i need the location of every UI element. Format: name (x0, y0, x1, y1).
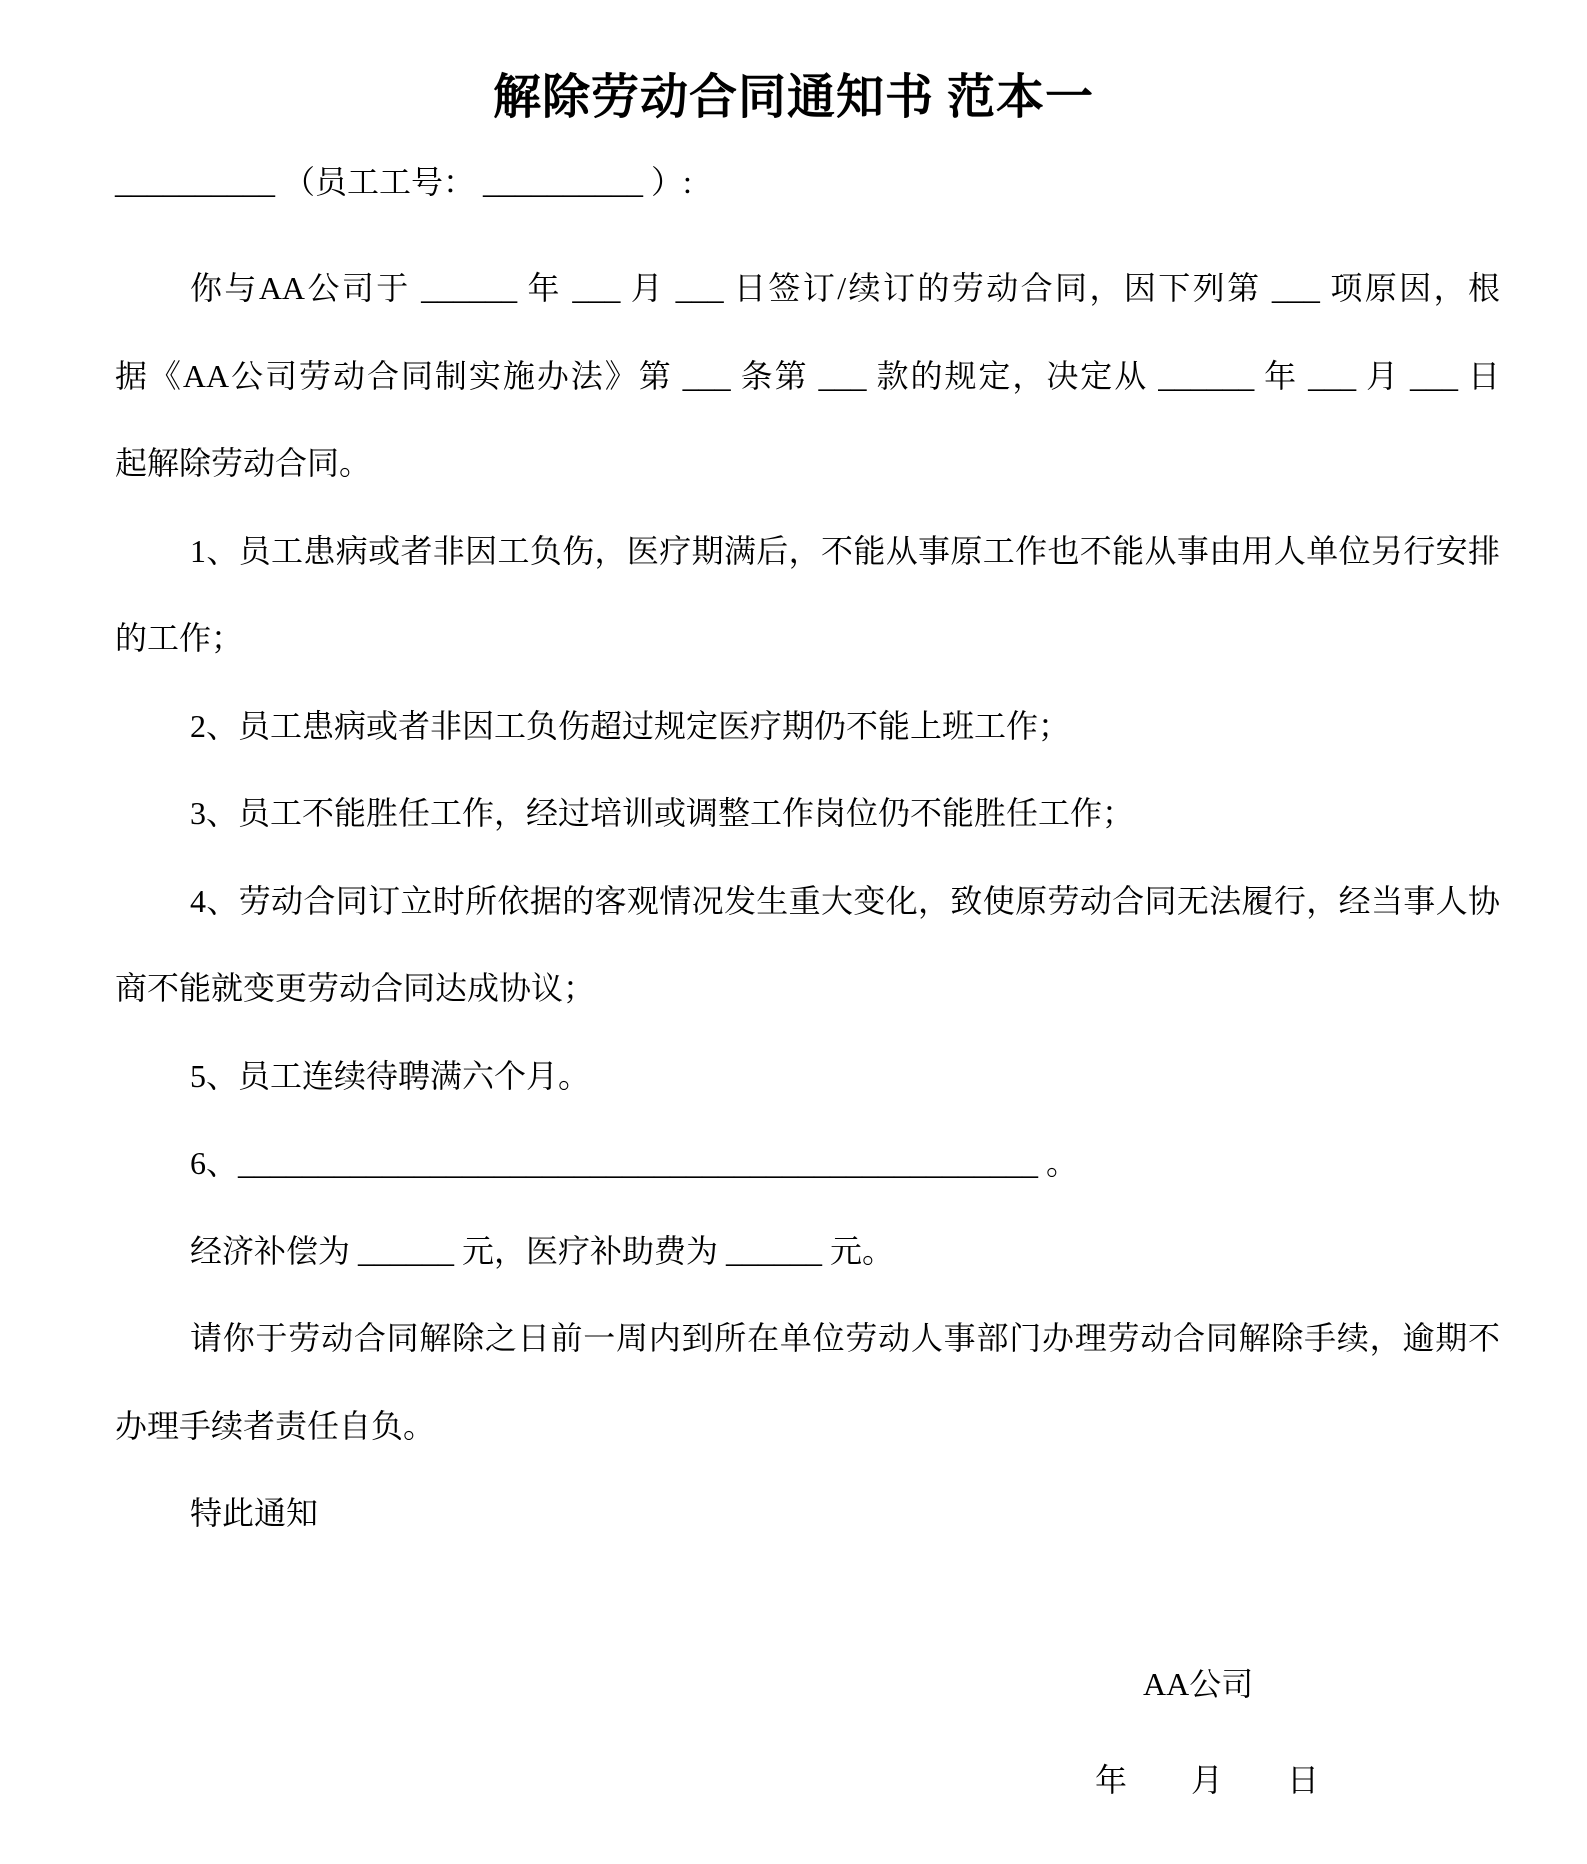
procedure-line-2: 办理手续者责任自负。 (115, 1408, 436, 1444)
reason-5-line: 5、员工连续待聘满六个月。 (190, 1058, 591, 1094)
reason-3-line: 3、员工不能胜任工作，经过培训或调整工作岗位仍不能胜任工作； (190, 795, 1135, 831)
notice-line: 特此通知 (190, 1495, 319, 1531)
company-signature: AA公司 (1143, 1666, 1254, 1702)
reason-6-blank-line: 6、__________________________________________________ 。 (190, 1145, 1079, 1181)
reason-2-line: 2、员工患病或者非因工负伤超过规定医疗期仍不能上班工作； (190, 708, 1071, 744)
salutation-line: __________ （员工工号： __________ ）: (115, 164, 692, 200)
reason-1-line-2: 的工作； (115, 620, 244, 656)
reason-4-line-1: 4、劳动合同订立时所依据的客观情况发生重大变化，致使原劳动合同无法履行，经当事人协 (190, 883, 1500, 919)
compensation-line: 经济补偿为 ______ 元，医疗补助费为 ______ 元。 (190, 1233, 895, 1269)
reason-1-line-1: 1、员工患病或者非因工负伤，医疗期满后，不能从事原工作也不能从事由用人单位另行安排 (190, 533, 1500, 569)
signature-date-line: 年 月 日 (1095, 1762, 1320, 1798)
para-contract-line-2: 据《AA公司劳动合同制实施办法》第 ___ 条第 ___ 款的规定，决定从 ______ 年 ___ 月 ___ 日 (115, 358, 1500, 394)
procedure-line-1: 请你于劳动合同解除之日前一周内到所在单位劳动人事部门办理劳动合同解除手续，逾期不 (190, 1320, 1500, 1356)
para-contract-line-3: 起解除劳动合同。 (115, 445, 372, 481)
para-contract-line-1: 你与AA公司于 ______ 年 ___ 月 ___ 日签订/续订的劳动合同，因下列第 ___ 项原因，根 (190, 270, 1500, 306)
reason-4-line-2: 商不能就变更劳动合同达成协议； (115, 970, 596, 1006)
document-title: 解除劳动合同通知书 范本一 (492, 71, 1094, 124)
